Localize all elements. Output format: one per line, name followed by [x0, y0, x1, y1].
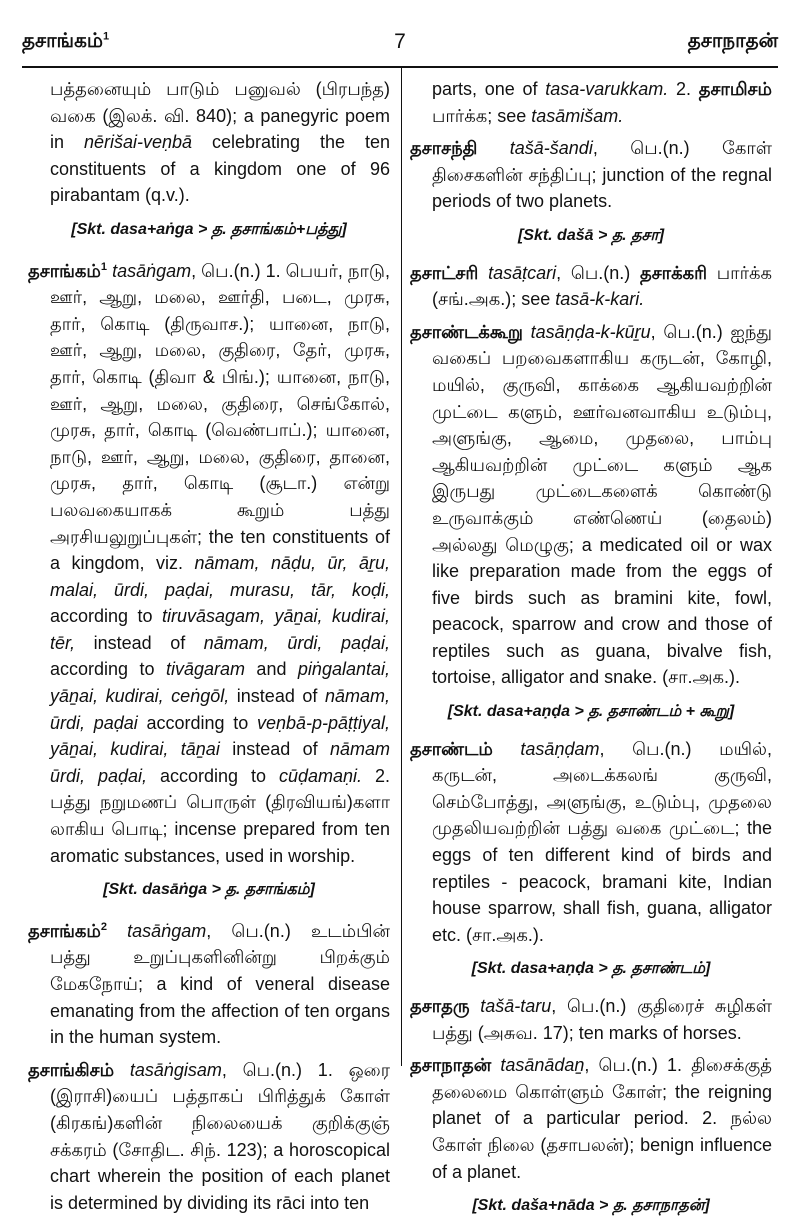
definition-text: பார்க்க; see: [432, 105, 532, 126]
entry-headword: தசாதரு: [410, 996, 470, 1016]
etymology-note: [Skt. dašā > த. தசா]: [517, 226, 665, 244]
definition-text: பார்க்க (சங்.அக.); see: [432, 262, 772, 310]
dictionary-entry: [410, 135, 772, 215]
transliteration: tasāṅgisam: [129, 1059, 222, 1080]
definition-text: , பெ.(n.) மயில், கருடன், அடைக்கலங் குருவி, செம்போத்து, அளுங்கு, உடும்பு, முதலை முதலியவற்றின் பத்து வகை முட்டை; the eggs of ten different kind of birds and reptiles - peacock, bramani kite, Indian house sparrow, shall fish, guana, alligator etc. (சா.அக.).: [432, 738, 772, 945]
transliteration: tasa-varukkam.: [545, 79, 669, 99]
transliteration: nāmam, ūrdi, paḍai: [50, 686, 391, 733]
header-right-guide-word: தசாநாதன்: [687, 30, 778, 52]
transliteration: tasāṭcari: [488, 262, 557, 283]
transliteration: cūḍamaṇi.: [278, 765, 363, 786]
definition-text: , பெ.(n.) குதிரைச் சுழிகள் பத்து (அசுவ. 17); ten marks of horses.: [432, 996, 772, 1043]
transliteration: nērišai-veṇbā: [83, 132, 193, 153]
cross-reference: தசாக்கரி: [639, 262, 708, 283]
transliteration: tašā-šandi: [509, 138, 593, 159]
entry-headword: தசாண்டம்: [410, 738, 493, 759]
entry-continuation: [410, 76, 772, 129]
definition-text: 2. பத்து நறுமணப் பொருள் (திரவியங்)களா லாகிய பொடி; incense prepared from ten aromatic substances, used in worship.: [50, 765, 391, 866]
definition-text: according to: [50, 606, 162, 627]
definition-text: celebrating the ten constituents of a kingdom one of 96 pirabantam (q.v.).: [50, 132, 390, 206]
definition-text: instead of: [229, 686, 325, 707]
page-number: 7: [394, 30, 406, 53]
transliteration: tasāmišam.: [531, 105, 624, 126]
etymology-note: [Skt. dasa+aṇḍa > த. தசாண்டம் + கூறு]: [447, 703, 735, 721]
transliteration: veṇbā-p-pāṭṭiyal, yāṉai, kudirai, tāṉai: [50, 712, 391, 760]
etymology-note: [Skt. dasāṅga > த. தசாங்கம்]: [103, 881, 315, 899]
dictionary-entry: [410, 319, 772, 691]
entry-headword: தசாசந்தி: [410, 138, 478, 159]
page-header: [22, 30, 778, 64]
etymology-note: [Skt. dasa+aṅga > த. தசாங்கம்+பத்து]: [71, 220, 347, 238]
transliteration: piṅgalantai, yāṉai, kudirai, ceṅgōl,: [50, 659, 390, 707]
dictionary-entry: [410, 993, 772, 1046]
definition-text: , பெ.(n.) 1. திசைக்குத் தலைமை கொள்ளும் கோள்; the reigning planet of a particular period. 2. நல்ல கோள் நிலை (தசாபலன்); benign influence of a planet.: [432, 1055, 772, 1182]
column-divider: [401, 66, 402, 1066]
entry-headword: தசாங்கம்$^1$: [28, 260, 107, 281]
definition-text: parts, one of: [432, 79, 546, 99]
transliteration: tasāṅgam: [127, 920, 207, 941]
definition-text: , பெ.(n.) உடம்பின் பத்து உறுப்புகளினின்று பிறக்கும் மேகநோய்; a kind of veneral disease emanating from the affection of ten organs in the human system.: [50, 920, 390, 1048]
definition-text: according to: [147, 765, 279, 786]
transliteration: tasāṇḍa-k-kūṟu: [530, 321, 651, 342]
definition-text: instead of: [219, 739, 330, 760]
definition-text: , பெ.(n.) ஐந்து வகைப் பறவைகளாகிய கருடன், கோழி, மயில், குருவி, காக்கை ஆகியவற்றின் முட்டை களும், ஊர்வனவாகிய உடும்பு, அளுங்கு, ஆமை, முதலை, பாம்பு ஆகியவற்றின் முட்டை களும் ஆக இருபது முட்டைகளைக் கொண்டு உருவாக்கும் எண்ணெய் (தைலம்) அல்லது மெழுகு; a medicated oil or wax like preparation made from the eggs of five birds such as bramini kite, fowl, peacock, sparrow and crow and those of reptiles such as guana, bivalve fish, tortoise, alligator and snake. (சா.அக.).: [432, 321, 772, 688]
entry-headword: தசாங்கிசம்: [28, 1059, 115, 1080]
definition-text: and: [244, 659, 298, 680]
cross-reference: தசாமிசம்: [698, 79, 772, 99]
header-left-superscript: 1: [102, 30, 110, 43]
transliteration: tasāṅgam: [112, 260, 192, 281]
entry-headword: தசாட்சரி: [410, 262, 479, 283]
transliteration: tašā-taru: [480, 996, 552, 1016]
definition-text: , பெ.(n.) கோள் திசைகளின் சந்திப்பு; junction of the regnal periods of two planets.: [432, 138, 772, 212]
transliteration: tiruvāsagam, yāṉai, kudirai, tēr,: [50, 606, 391, 653]
transliteration: nāmam, nāḍu, ūr, āṟu, malai, ūrdi, paḍai, murasu, tār, koḍi,: [50, 553, 390, 600]
transliteration: tivāgaram: [165, 659, 245, 680]
transliteration: nāmam, ūrdi, paḍai,: [203, 632, 390, 653]
definition-text: instead of: [75, 632, 204, 653]
entry-headword: தசாங்கம்$^2$: [28, 920, 107, 941]
definition-text: according to: [50, 659, 166, 680]
transliteration: tasā-k-kari.: [555, 289, 645, 310]
dictionary-entry: [28, 914, 390, 1051]
homonym-number: 2: [100, 920, 107, 933]
left-column: [28, 76, 390, 1222]
etymology-note: [Skt. dasa+aṇḍa > த. தசாண்டம்]: [471, 960, 711, 978]
dictionary-entry: [410, 736, 772, 949]
header-rule: [22, 66, 778, 68]
transliteration: tasāṇḍam: [520, 738, 600, 759]
definition-text: பத்தனையும் பாடும் பனுவல் (பிரபந்த) வகை (இலக். வி. 840); a panegyric poem in: [50, 79, 390, 153]
dictionary-entry: [28, 1057, 390, 1217]
definition-text: 2.: [668, 79, 699, 99]
transliteration: tasānādaṉ: [500, 1055, 585, 1076]
entry-headword: தசாநாதன்: [410, 1055, 492, 1076]
dictionary-entry: [410, 1052, 772, 1185]
dictionary-entry: [28, 254, 390, 870]
definition-text: according to: [137, 712, 257, 733]
header-left-guide-word: தசாங்கம்$^1$: [22, 30, 110, 52]
definition-text: , பெ.(n.): [556, 262, 640, 283]
definition-text: , பெ.(n.) 1. பெயர், நாடு, ஊர், ஆறு, மலை, ஊர்தி, படை, முரசு, தார், கொடி (திருவாச.); யானை, நாடு, ஊர், ஆறு, மலை, குதிரை, தேர், முரசு, தார், கொடி (திவா & பிங்.); யானை, நாடு, ஊர், ஆறு, மலை, குதிரை, செங்கோல், முரசு, தார், கொடி (வெண்பாப்.); யானை, நாடு, ஊர், ஆறு, மலை, குதிரை, தானை, முரசு, தார், கொடி (சூடா.) என்று பலவகையாகக் கூறும் பத்து அரசியலுறுப்புகள்; the ten constituents of a kingdom, viz.: [50, 260, 390, 574]
entry-continuation: [28, 76, 390, 209]
etymology-note: [Skt. daša+nāda > த. தசாநாதன்]: [472, 1197, 710, 1215]
transliteration: nāmam ūrdi, paḍai,: [50, 739, 391, 786]
right-column: [410, 76, 772, 1230]
entry-headword: தசாண்டக்கூறு: [410, 321, 523, 342]
dictionary-entry: [410, 260, 772, 313]
homonym-number: 1: [100, 260, 107, 273]
definition-text: , பெ.(n.) 1. ஒரை (இராசி)யைப் பத்தாகப் பிரித்துக் கோள் (கிரகங்)களின் நிலையைக் குறிக்குஞ் சக்கரம் (சோதிட. சிந். 123); a horoscopical chart wherein the position of each planet is determined by dividing its rāci into ten: [50, 1059, 390, 1213]
